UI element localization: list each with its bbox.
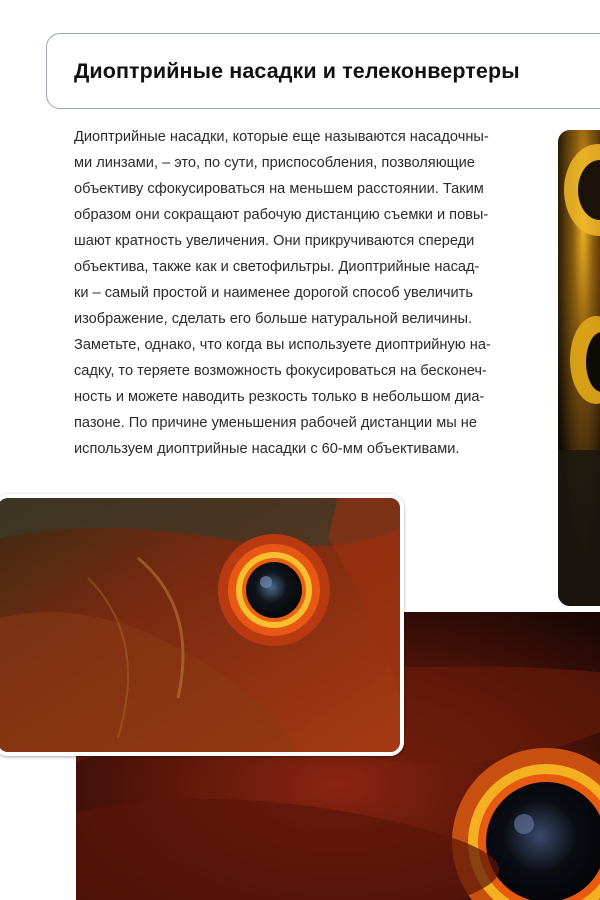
body-line: используем диоптрийные насадки с 60-мм объективами. (74, 441, 460, 457)
body-line: Заметьте, однако, что когда вы используете диоптрийную на- (74, 337, 491, 353)
body-line: шают кратность увеличения. Они прикручиваются спереди (74, 233, 475, 249)
body-paragraph (74, 124, 536, 462)
body-line: садку, то теряете возможность фокусироваться на бесконеч- (74, 363, 487, 379)
fish-eye-photo-main (0, 494, 404, 756)
fish-eye-photo-right (558, 130, 600, 606)
body-line: ность и можете наводить резкость только в небольшом диа- (74, 389, 485, 405)
page-title: Диоптрийные насадки и телеконвертеры (74, 59, 520, 83)
body-line: ки – самый простой и наименее дорогой способ увеличить (74, 285, 473, 301)
body-line: ми линзами, – это, по сути, приспособления, позволяющие (74, 155, 475, 171)
body-line: Диоптрийные насадки, которые еще называются насадочны- (74, 129, 489, 145)
body-line: объектива, также как и светофильтры. Диоптрийные насад- (74, 259, 480, 275)
body-line: объективу сфокусироваться на меньшем расстоянии. Таким (74, 181, 484, 197)
body-line: образом они сокращают рабочую дистанцию съемки и повы- (74, 207, 489, 223)
body-line: изображение, сделать его больше натуральной величины. (74, 311, 473, 327)
body-line: пазоне. По причине уменьшения рабочей дистанции мы не (74, 415, 477, 431)
